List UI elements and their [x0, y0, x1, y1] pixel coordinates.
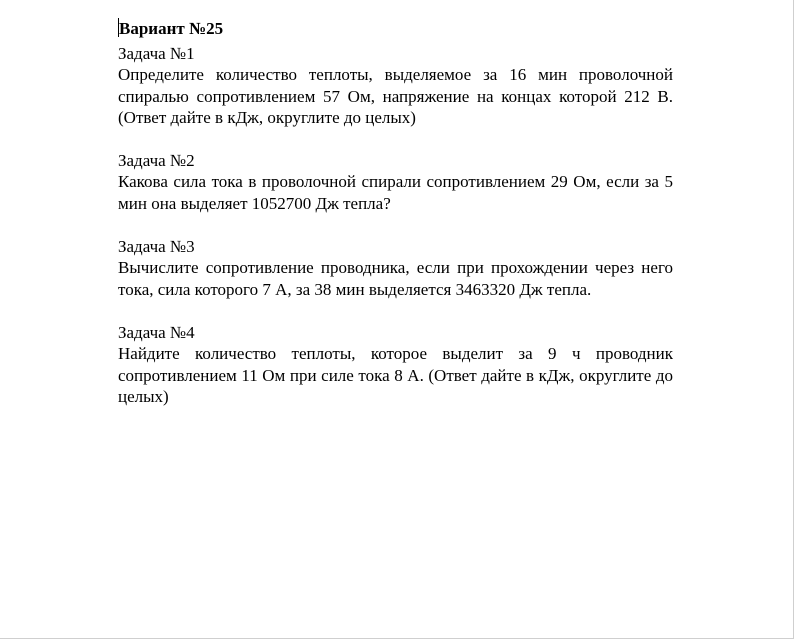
task-3-title: Задача №3 — [118, 237, 195, 257]
document-title: Вариант №25 — [119, 19, 224, 38]
task-2-title: Задача №2 — [118, 151, 195, 171]
task-4 — [118, 322, 673, 407]
document-body[interactable] — [118, 18, 673, 429]
task-3-text: Вычислите сопротивление проводника, если при прохождении через него тока, сила которого 7 А, за 38 мин выделяется 3463320 Дж тепла. — [118, 258, 673, 299]
document-title-line — [118, 18, 673, 39]
task-4-text: Найдите количество теплоты, которое выделит за 9 ч проводник сопротивлением 11 Ом при силе тока 8 А. (Ответ дайте в кДж, округлите до целых) — [118, 344, 673, 406]
task-1-title: Задача №1 — [118, 44, 195, 63]
task-4-title: Задача №4 — [118, 322, 195, 342]
task-1 — [118, 43, 673, 128]
task-1-text: Определите количество теплоты, выделяемое за 16 мин проволочной спиралью сопротивлением 57 Ом, напряжение на концах которой 212 В. (Ответ дайте в кДж, округлите до целых) — [118, 65, 673, 127]
task-3 — [118, 236, 673, 300]
task-2-text: Какова сила тока в проволочной спирали сопротивлением 29 Ом, если за 5 мин она выделяет 1052700 Дж тепла? — [118, 172, 673, 213]
task-2 — [118, 150, 673, 214]
